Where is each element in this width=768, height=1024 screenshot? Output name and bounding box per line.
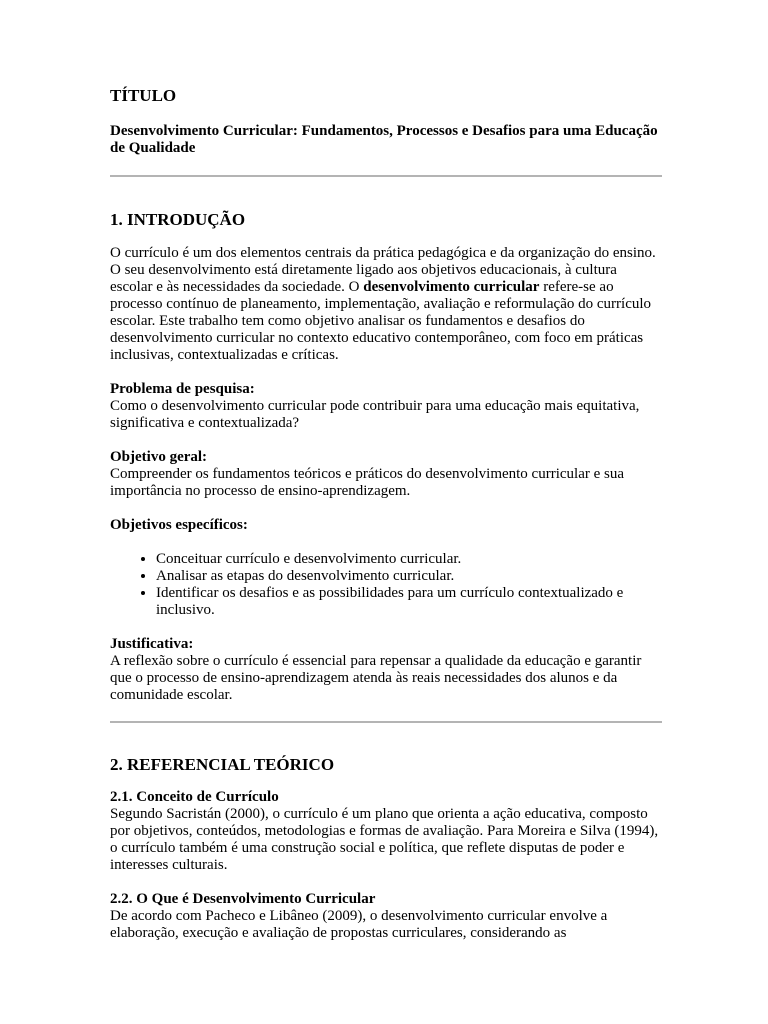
intro-paragraph — [110, 245, 662, 364]
specific-objectives-label-text: Objetivos específicos: — [110, 517, 248, 533]
intro-text-start: O currículo é um dos elementos centrais da prática pedagógica e da organização do ensino. O seu desenvolvimento está diretamente ligado aos objetivos educacionais, à cultura escolar e às necessidades da sociedade. O — [110, 245, 656, 295]
list-item: • Analisar as etapas do desenvolvimento curricular. — [156, 568, 662, 585]
development-section — [110, 891, 662, 942]
justification-text: A reflexão sobre o currículo é essencial para repensar a qualidade da educação e garantir que o processo de ensino-aprendizagem atenda às reais necessidades dos alunos e da comunidade escolar. — [110, 653, 642, 703]
concept-section — [110, 789, 662, 874]
intro-heading: 1. INTRODUÇÃO — [110, 210, 246, 229]
concept-heading: 2.1. Conceito de Currículo — [110, 789, 279, 805]
document-subtitle: Desenvolvimento Curricular: Fundamentos, Processos e Desafios para uma Educação de Qualidade — [110, 123, 658, 156]
intro-bold-term: desenvolvimento curricular — [363, 279, 540, 295]
specific-objectives-label — [110, 517, 662, 534]
document-heading: TÍTULO — [110, 86, 177, 105]
general-objective-label-text: Objetivo geral: — [110, 449, 208, 465]
list-item: • Conceituar currículo e desenvolvimento curricular. — [156, 551, 662, 568]
research-problem-text: Como o desenvolvimento curricular pode contribuir para uma educação mais equitativa, significativa e contextualizada? — [110, 398, 640, 431]
document-content — [110, 86, 662, 942]
specific-objectives-list — [110, 551, 662, 619]
concept-text: Segundo Sacristán (2000), o currículo é um plano que orienta a ação educativa, composto por objetivos, conteúdos, metodologias e formas de avaliação. Para Moreira e Silva (1994), o currículo também é uma construção social e política, que reflete disputas de poder e interesses culturais. — [110, 806, 659, 873]
list-item: • Identificar os desafios e as possibilidades para um currículo contextualizado e inclusivo. — [156, 585, 662, 619]
development-heading: 2.2. O Que é Desenvolvimento Curricular — [110, 891, 376, 907]
research-problem-label — [110, 381, 662, 398]
research-problem-label-text: Problema de pesquisa: — [110, 381, 255, 397]
general-objective-block — [110, 449, 662, 500]
section-divider — [110, 175, 662, 177]
intro-text-end: refere-se ao processo contínuo de planeamento, implementação, avaliação e reformulação do currículo escolar. Este trabalho tem como objetivo analisar os fundamentos e desafios do desenvolvimento curricular no contexto educativo contemporâneo, com foco em práticas inclusivas, contextualizadas e críticas. — [110, 279, 652, 363]
general-objective-text: Compreender os fundamentos teóricos e práticos do desenvolvimento curricular e sua importância no processo de ensino-aprendizagem. — [110, 466, 625, 499]
justification-block — [110, 636, 662, 704]
development-text: De acordo com Pacheco e Libâneo (2009), o desenvolvimento curricular envolve a elaboração, execução e avaliação de propostas curriculares, considerando as — [110, 908, 608, 941]
general-objective-label — [110, 449, 662, 466]
theory-heading: 2. REFERENCIAL TEÓRICO — [110, 755, 335, 774]
justification-label-text: Justificativa: — [110, 636, 194, 652]
section-divider — [110, 721, 662, 723]
research-problem-block — [110, 381, 662, 432]
justification-label — [110, 636, 662, 653]
